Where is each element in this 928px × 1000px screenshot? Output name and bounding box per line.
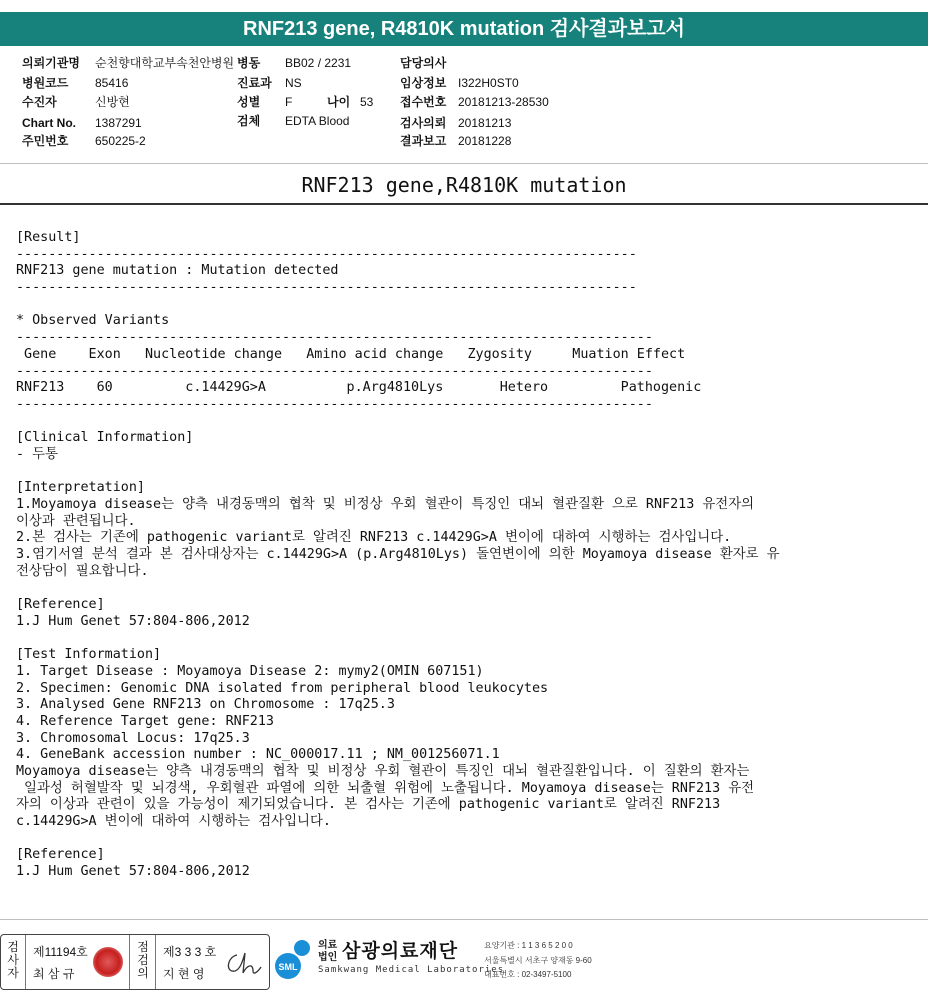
report-line: ----------------------------------------------------------------------------- — [16, 280, 637, 296]
org-phone: 대표번호 : 02-3497-5100 — [484, 970, 572, 979]
signature-icon — [223, 949, 263, 979]
sml-logo-icon — [272, 936, 316, 982]
report-line: 3. Chromosomal Locus: 17q25.3 — [16, 730, 250, 746]
report-line: Moyamoya disease는 양측 내경동맥의 협착 및 비정상 우회 혈관이 특징인 대뇌 혈관질환입니다. 이 질환의 환자는 — [16, 764, 750, 779]
report-body — [16, 230, 921, 881]
request-date-label: 검사의뢰 — [400, 116, 447, 130]
report-line — [16, 631, 921, 648]
report-line — [16, 297, 921, 314]
report-line: 이상과 관련됩니다. — [16, 513, 136, 529]
patient-value: 신방현 — [95, 95, 130, 109]
org-address: 서울특별시 서초구 양재동 9-60 — [484, 956, 592, 965]
report-line — [16, 414, 921, 431]
examiner-seal — [93, 947, 123, 977]
signature-divider — [129, 935, 130, 989]
specimen-value: EDTA Blood — [285, 114, 350, 128]
reviewer-label: 점검의 — [137, 940, 149, 980]
report-line: ------------------------------------------------------------------------------- — [16, 396, 653, 412]
signature-divider — [155, 935, 156, 989]
report-date-label: 결과보고 — [400, 134, 447, 148]
report-line: RNF213 gene mutation : Mutation detected — [16, 263, 339, 279]
department-label: 진료과 — [237, 76, 272, 90]
report-line — [16, 831, 921, 848]
chart-no-label: Chart No. — [22, 116, 76, 130]
sex-value: F — [285, 95, 293, 109]
logo-text: SML — [278, 962, 298, 972]
report-line: [Test Information] — [16, 647, 162, 663]
report-line: 자의 이상과 관련이 있을 가능성이 제기되었습니다. 본 검사는 기존에 pathogenic variant로 알려진 RNF213 — [16, 797, 721, 813]
request-date-value: 20181213 — [458, 116, 512, 130]
age-label: 나이 — [327, 95, 351, 109]
receipt-no-value: 20181213-28530 — [458, 95, 549, 109]
ward-label: 병동 — [237, 56, 261, 70]
clinical-info-label: 임상정보 — [400, 76, 447, 90]
footer-divider — [0, 919, 928, 920]
reviewer-name: 지 현 영 — [163, 967, 205, 981]
receipt-no-label: 접수번호 — [400, 95, 447, 109]
report-line: Gene Exon Nucleotide change Amino acid change Zygosity Muation Effect — [16, 346, 686, 362]
chart-no-value: 1387291 — [95, 116, 142, 130]
report-line — [16, 464, 921, 481]
report-line: 3.염기서열 분석 결과 본 검사대상자는 c.14429G>A (p.Arg4810Lys) 돌연변이에 의한 Moyamoya disease 환자로 유 — [16, 547, 780, 563]
report-main-title: RNF213 gene,R4810K mutation — [301, 173, 627, 197]
resident-no-label: 주민번호 — [22, 134, 69, 148]
report-line: 4. GeneBank accession number : NC_000017.11 ; NM_001256071.1 — [16, 747, 500, 763]
report-line: 1.J Hum Genet 57:804-806,2012 — [16, 613, 250, 629]
report-line: 2. Specimen: Genomic DNA isolated from peripheral blood leukocytes — [16, 680, 549, 696]
signature-box — [0, 934, 270, 990]
header-divider — [0, 163, 928, 164]
report-line: 3. Analysed Gene RNF213 on Chromosome : 17q25.3 — [16, 697, 395, 713]
report-line: 일과성 허혈발작 및 뇌경색, 우회혈관 파열에 의한 뇌출혈 위험에 노출됩니다. Moyamoya disease는 RNF213 유전 — [16, 780, 755, 796]
examiner-label: 검사자 — [7, 940, 19, 980]
doctor-label: 담당의사 — [400, 56, 447, 70]
report-line: 1.Moyamoya disease는 양측 내경동맥의 협착 및 비정상 우회 혈관이 특징인 대뇌 혈관질환 으로 RNF213 유전자의 — [16, 497, 755, 512]
report-line: [Clinical Information] — [16, 430, 194, 446]
report-line: ------------------------------------------------------------------------------- — [16, 363, 653, 379]
signature-divider — [25, 935, 26, 989]
report-line: [Result] — [16, 230, 81, 245]
title-divider — [0, 203, 928, 205]
report-line: [Reference] — [16, 847, 105, 863]
org-name: 삼광의료재단 — [342, 940, 459, 962]
report-line: 2.본 검사는 기존에 pathogenic variant로 알려진 RNF213 c.14429G>A 변이에 대하여 시행하는 검사입니다. — [16, 530, 732, 546]
report-line: 1.J Hum Genet 57:804-806,2012 — [16, 864, 250, 880]
reviewer-license: 제3 3 3 호 — [163, 945, 217, 959]
hospital-code-label: 병원코드 — [22, 76, 69, 90]
examiner-license: 제11194호 — [33, 945, 88, 959]
patient-info-panel — [0, 50, 928, 162]
ward-value: BB02 / 2231 — [285, 56, 352, 70]
report-line: RNF213 60 c.14429G>A p.Arg4810Lys Hetero Pathogenic — [16, 380, 702, 396]
patient-label: 수진자 — [22, 95, 57, 109]
org-code: 요양기관 : 1 1 3 6 5 2 0 0 — [484, 941, 573, 950]
org-type: 의료법인 — [318, 940, 338, 963]
report-line: ----------------------------------------------------------------------------- — [16, 246, 637, 262]
hospital-code-value: 85416 — [95, 76, 129, 90]
report-line: 전상담이 필요합니다. — [16, 563, 149, 579]
org-english-name: Samkwang Medical Laboratories — [318, 965, 505, 975]
report-line: [Interpretation] — [16, 480, 145, 496]
sex-label: 성별 — [237, 95, 261, 109]
clinical-info-value: I322H0ST0 — [458, 76, 519, 90]
report-line — [16, 580, 921, 597]
department-value: NS — [285, 76, 302, 90]
report-line: c.14429G>A 변이에 대하여 시행하는 검사입니다. — [16, 814, 331, 830]
hospital-value: 순천향대학교부속천안병원 — [95, 56, 235, 70]
report-line: [Reference] — [16, 597, 105, 613]
report-date-value: 20181228 — [458, 134, 512, 148]
resident-no-value: 650225-2 — [95, 134, 146, 148]
report-line: 1. Target Disease : Moyamoya Disease 2: mymy2(OMIN 607151) — [16, 663, 484, 679]
report-line: * Observed Variants — [16, 313, 170, 329]
specimen-label: 검체 — [237, 114, 261, 128]
report-line: - 두통 — [16, 446, 58, 462]
report-line: 4. Reference Target gene: RNF213 — [16, 713, 274, 729]
report-title-bar: RNF213 gene, R4810K mutation 검사결과보고서 — [0, 12, 928, 46]
age-value: 53 — [360, 95, 374, 109]
report-line: ------------------------------------------------------------------------------- — [16, 330, 653, 346]
hospital-label: 의뢰기관명 — [22, 56, 80, 70]
examiner-name: 최 삼 규 — [33, 967, 75, 981]
